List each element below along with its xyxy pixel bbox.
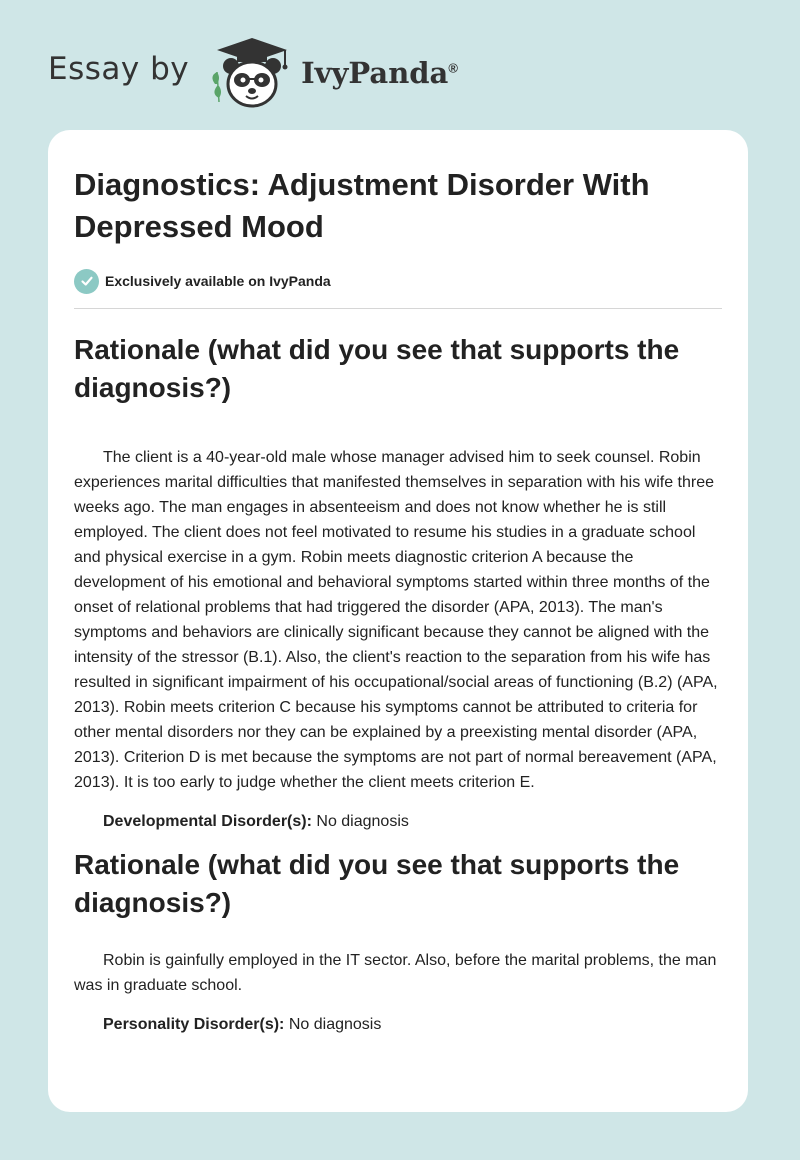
field-label: Personality Disorder(s): [103, 1016, 285, 1033]
section-paragraph: The client is a 40-year-old male whose manager advised him to seek counsel. Robin experiences marital difficulties that manifested themselves in separation with his wife three weeks ago. The man engages in absenteeism and does not know whether he is still employed. The client does not feel motivated to resume his studies in a graduate school and physical exercise in a gym. Robin meets diagnostic criterion A because the development of his emotional and behavioral symptoms started within three months of the onset of relational problems that had triggered the disorder (APA, 2013). The man's symptoms and behaviors are clinically significant because they cannot be aligned with the intensity of the stressor (B.1). Also, the client's reaction to the separation from his wife has resulted in significant impairment of his occupational/social areas of functioning (B.2) (APA, 2013). Robin meets criterion C because his symptoms cannot be attributed to criteria for other mental disorders nor they can be explained by a preexisting mental disorder (APA, 2013). Criterion D is met because the symptoms are not part of normal bereavement (APA, 2013). It is too early to judge whether the client meets criterion E. [74, 449, 718, 791]
page-title: Diagnostics: Adjustment Disorder With Depressed Mood [74, 167, 650, 244]
brand-name: IvyPanda® [301, 56, 458, 90]
divider [74, 308, 722, 309]
essay-card [48, 130, 748, 1112]
section-paragraph: Robin is gainfully employed in the IT sector. Also, before the marital problems, the man was in graduate school. [74, 952, 717, 994]
exclusive-label: Exclusively available on IvyPanda [105, 273, 331, 289]
section-heading: Rationale (what did you see that supports the diagnosis?) [74, 849, 680, 918]
panda-graduate-logo-icon [207, 32, 297, 112]
field-label: Developmental Disorder(s): [103, 813, 312, 830]
site-header [48, 32, 458, 112]
diagnosis-field [74, 1012, 722, 1037]
field-value: No diagnosis [311, 813, 409, 830]
essay-by-label: Essay by [48, 51, 190, 87]
ivypanda-logo[interactable] [207, 32, 458, 112]
field-value: No diagnosis [284, 1016, 382, 1033]
diagnosis-field [74, 809, 722, 834]
check-icon [74, 269, 99, 294]
exclusive-badge [74, 268, 722, 294]
trademark-symbol: ® [448, 60, 458, 76]
section-heading: Rationale (what did you see that supports the diagnosis?) [74, 334, 680, 403]
